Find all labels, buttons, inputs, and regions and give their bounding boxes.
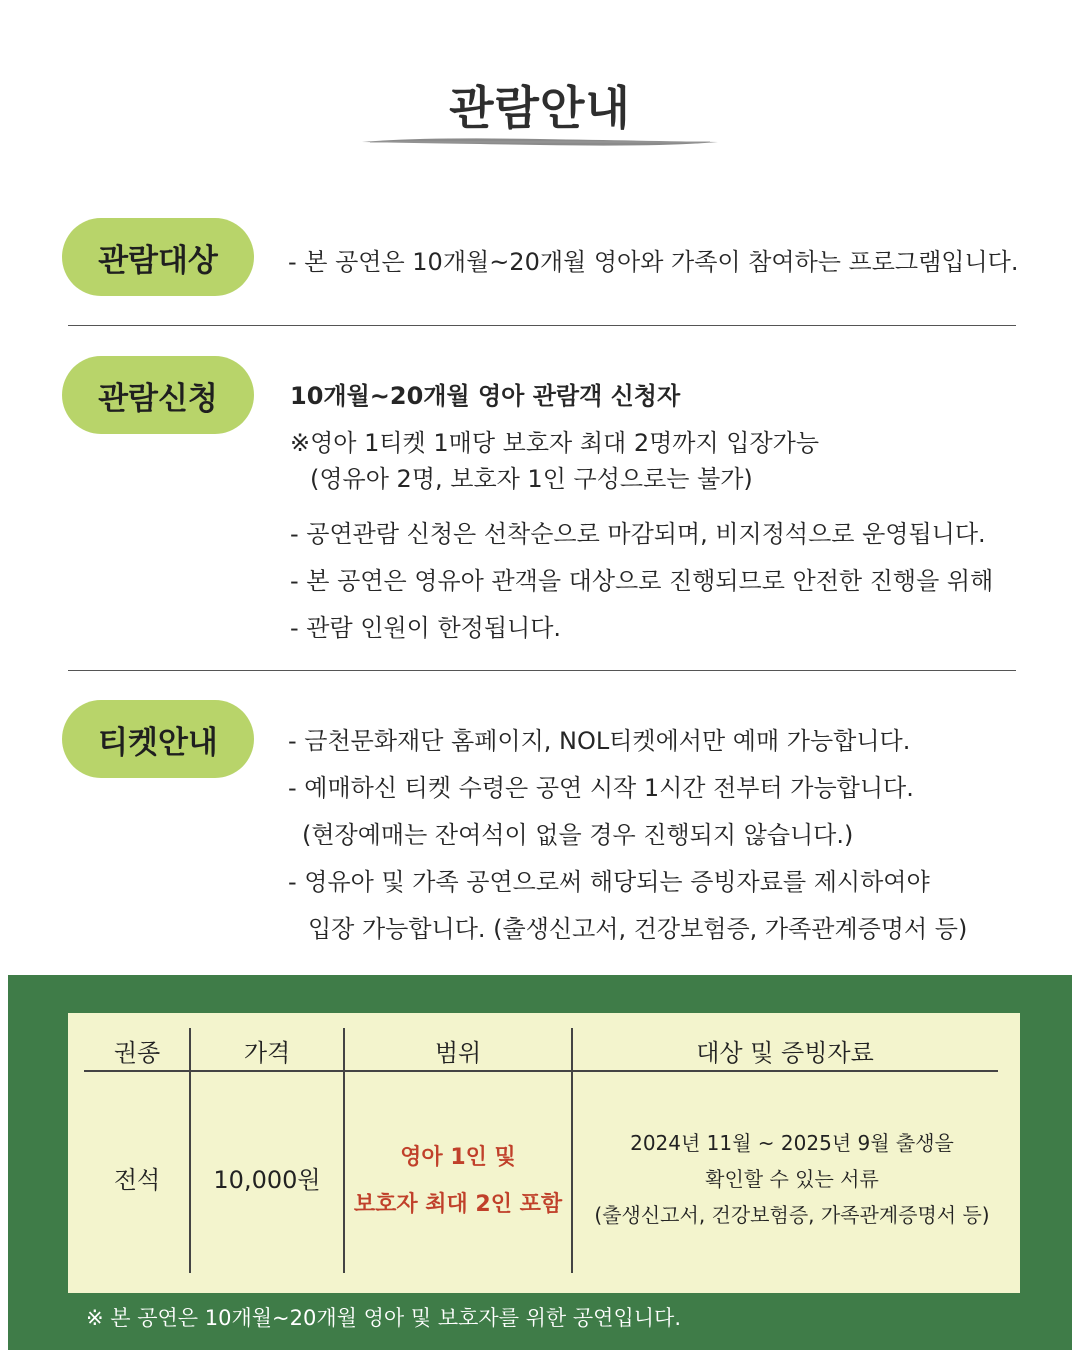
table-cell-price: 10,000원: [213, 1166, 321, 1194]
table-cell-scope-line: 보호자 최대 2인 포함: [353, 1192, 563, 1217]
table-header-scope: 범위: [434, 1039, 482, 1067]
table-cell-type: 전석: [113, 1166, 161, 1194]
table-header-target: 대상 및 증빙자료: [696, 1039, 874, 1067]
table-header-price: 가격: [243, 1039, 291, 1067]
brush-underline: [360, 136, 720, 148]
table-cell-target-line: 2024년 11월 ~ 2025년 9월 출생을: [630, 1131, 954, 1155]
table-col-rule: [189, 1028, 191, 1273]
section-label-ticket: 티켓안내: [62, 700, 254, 778]
divider: [68, 670, 1016, 671]
divider: [68, 325, 1016, 326]
ticket-line: (현장예매는 잔여석이 없을 경우 진행되지 않습니다.): [302, 821, 854, 849]
ticket-line: - 영유아 및 가족 공연으로써 해당되는 증빙자료를 제시하여야: [288, 868, 930, 896]
ticket-line: - 금천문화재단 홈페이지, NOL티켓에서만 예매 가능합니다.: [288, 727, 911, 755]
table-cell-target-line: (출생신고서, 건강보험증, 가족관계증명서 등): [594, 1203, 990, 1227]
apply-line-note-sub: (영유아 2명, 보호자 1인 구성으로는 불가): [310, 465, 753, 493]
apply-line: - 관람 인원이 한정됩니다.: [290, 614, 562, 642]
footnote: ※ 본 공연은 10개월~20개월 영아 및 보호자를 위한 공연입니다.: [86, 1306, 682, 1330]
table-cell-target-line: 확인할 수 있는 서류: [705, 1167, 879, 1191]
ticket-line: - 예매하신 티켓 수령은 공연 시작 1시간 전부터 가능합니다.: [288, 774, 914, 802]
table-cell-scope-line: 영아 1인 및: [400, 1145, 516, 1170]
apply-line-heading: 10개월~20개월 영아 관람객 신청자: [290, 382, 681, 410]
target-line: - 본 공연은 10개월~20개월 영아와 가족이 참여하는 프로그램입니다.: [288, 248, 1019, 276]
section-label-apply: 관람신청: [62, 356, 254, 434]
apply-line: - 본 공연은 영유아 관객을 대상으로 진행되므로 안전한 진행을 위해: [290, 567, 994, 595]
page-title: 관람안내: [449, 81, 631, 135]
apply-line-note: ※영아 1티켓 1매당 보호자 최대 2명까지 입장가능: [290, 429, 820, 457]
ticket-line: 입장 가능합니다. (출생신고서, 건강보험증, 가족관계증명서 등): [308, 915, 968, 943]
section-label-target: 관람대상: [62, 218, 254, 296]
table-header-type: 권종: [113, 1039, 161, 1067]
apply-line: - 공연관람 신청은 선착순으로 마감되며, 비지정석으로 운영됩니다.: [290, 520, 986, 548]
table-header-rule: [84, 1070, 998, 1072]
